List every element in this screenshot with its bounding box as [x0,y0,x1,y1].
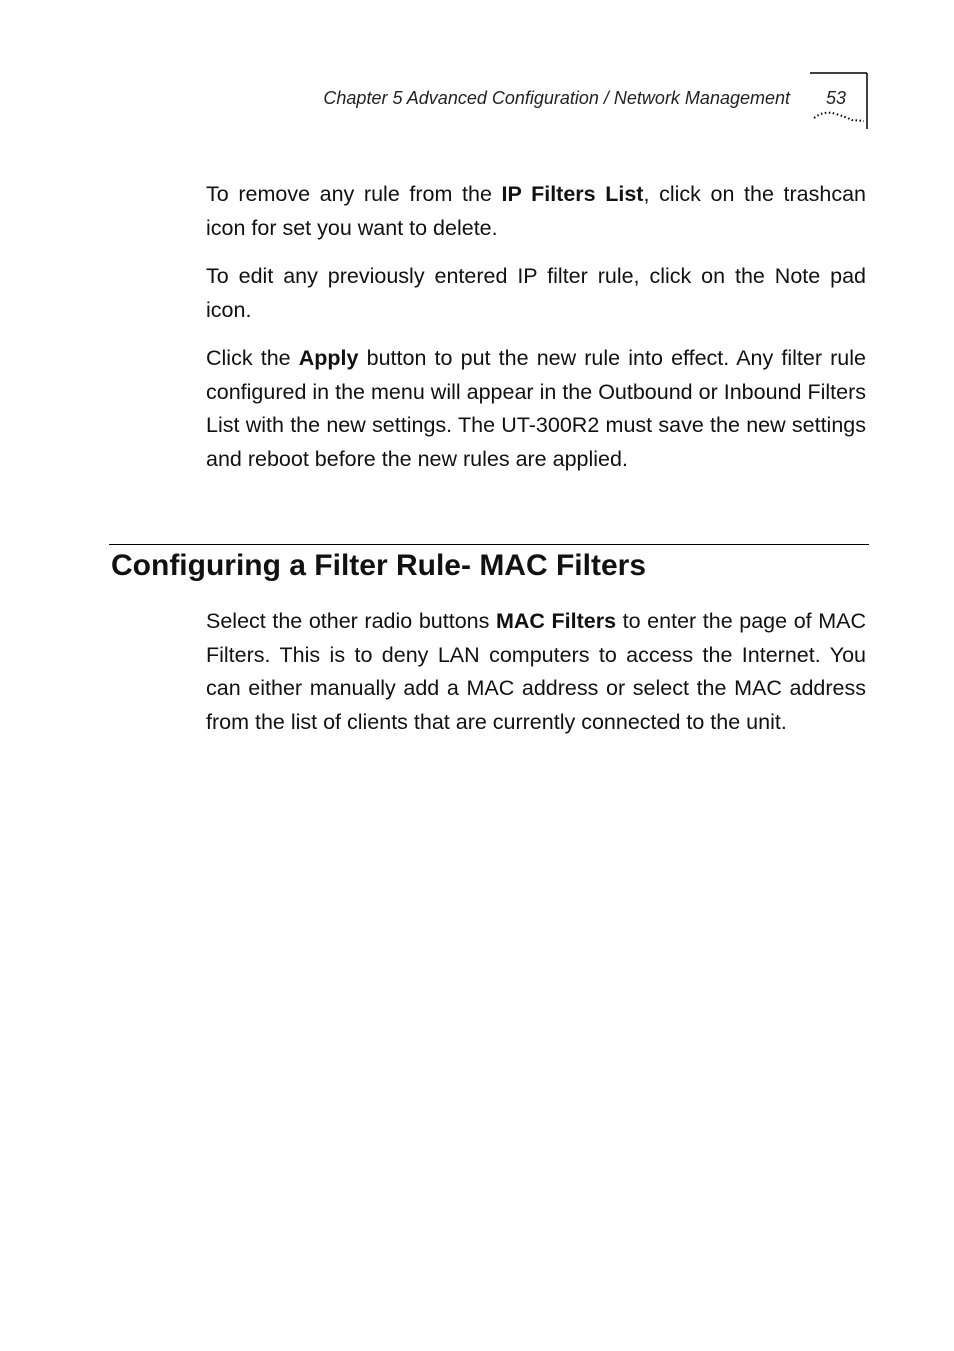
text-run: , click on the trashcan icon for set you want to delete. [206,182,866,240]
bold-term-mac-filters: MAC Filters [495,609,617,633]
section-divider [109,544,869,545]
paragraph-remove-rule [206,178,866,245]
bold-term-apply: Apply [298,346,359,370]
page-number-box [810,72,868,129]
text-run: to enter the page of MAC Filters. This is to deny LAN computers to access the Internet. You can either manually add a MAC address or select the MAC address from the list of clients that are currently connected to the unit. [206,609,866,734]
page-number: 53 [826,88,847,108]
text-run: To edit any previously entered IP filter rule, click on the Note pad icon. [206,264,866,322]
text-run: To remove any rule from the [206,182,502,206]
text-run: button to put the new rule into effect. Any filter rule configured in the menu will appear in the Outbound or Inbound Filters List with the new settings. The UT-300R2 must save the new settings and reboot before the new rules are applied. [206,346,866,471]
section-heading: Configuring a Filter Rule- MAC Filters [111,549,647,582]
paragraph-apply-rule [206,342,866,476]
chapter-title: Chapter 5 Advanced Configuration / Network Management [323,88,790,108]
bold-term-ip-filters-list: IP Filters List [501,182,644,206]
paragraph-edit-rule [206,260,866,327]
text-run: Select the other radio buttons [206,609,496,633]
text-run: Click the [206,346,299,370]
paragraph-mac-filters-intro [206,605,866,739]
